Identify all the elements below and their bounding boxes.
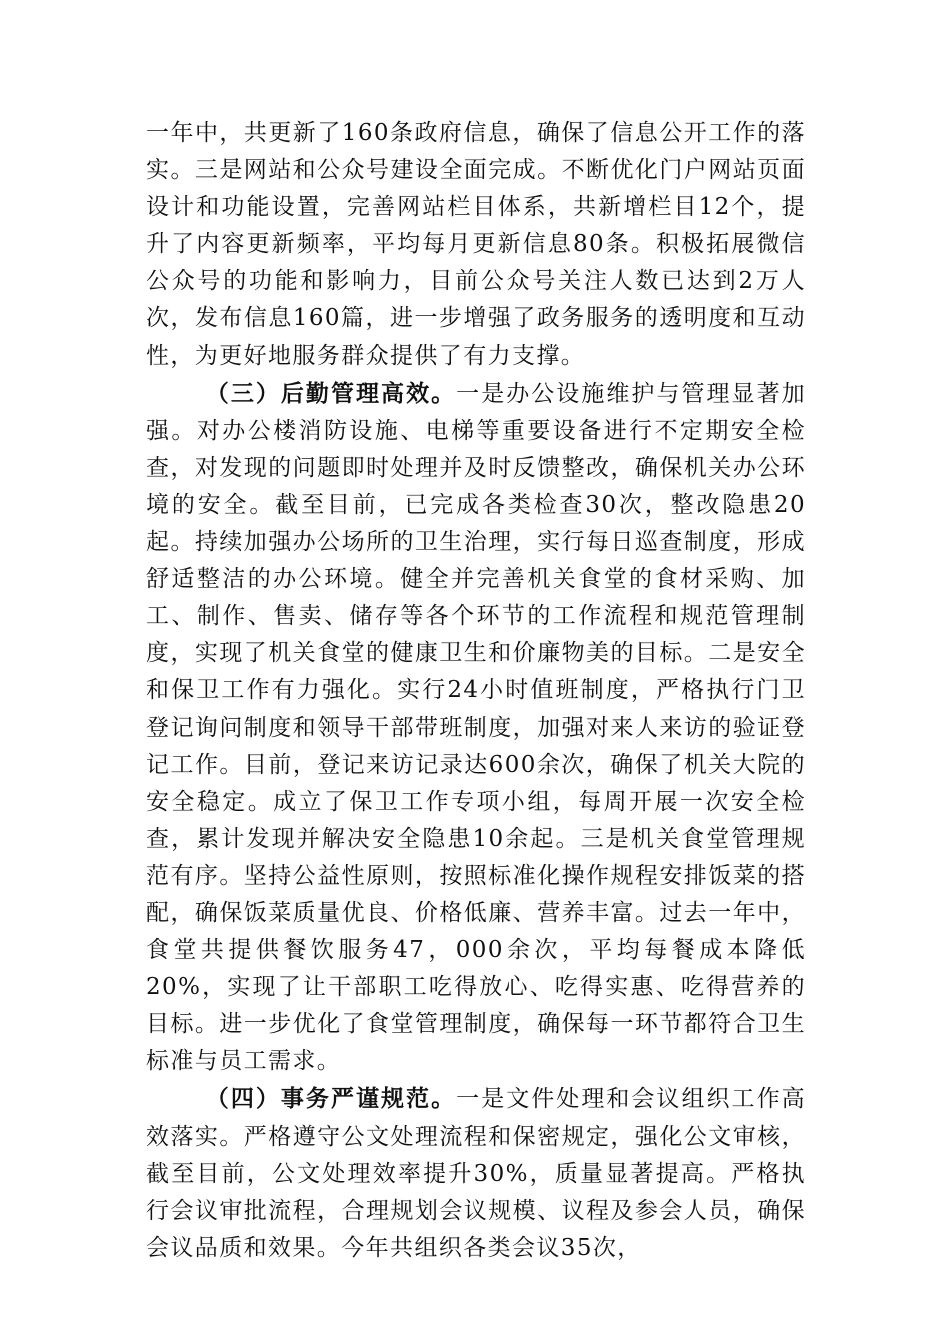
paragraph-2-text: 一是办公设施维护与管理显著加强。对办公楼消防设施、电梯等重要设备进行不定期安全检查，对发现的问题即时处理并及时反馈整改，确保机关办公环境的安全。截至目前，已完成各类检查30次，整改隐患20起。持续加强办公场所的卫生治理，实行每日巡查制度，形成舒适整洁的办公环境。健全并完善机关食堂的食材采购、加工、制作、售卖、储存等各个环节的工作流程和规范管理制度，实现了机关食堂的健康卫生和价廉物美的目标。二是安全和保卫工作有力强化。实行24小时值班制度，严格执行门卫登记询问制度和领导干部带班制度，加强对来人来访的验证登记工作。目前，登记来访记录达600余次，确保了机关大院的安全稳定。成立了保卫工作专项小组，每周开展一次安全检查，累计发现并解决安全隐患10余起。三是机关食堂管理规范有序。坚持公益性原则，按照标准化操作规程安排饭菜的搭配，确保饭菜质量优良、价格低廉、营养丰富。过去一年中，食堂共提供餐饮服务47，000余次，平均每餐成本降低20%，实现了让干部职工吃得放心、吃得实惠、吃得营养的目标。进一步优化了食堂管理制度，确保每一环节都符合卫生标准与员工需求。 — [146, 380, 807, 1075]
paragraph-2 — [146, 375, 806, 1081]
paragraph-3 — [146, 1080, 806, 1266]
document-body — [146, 114, 806, 1267]
paragraph-1-text: 一年中，共更新了160条政府信息，确保了信息公开工作的落实。三是网站和公众号建设全面完成。不断优化门户网站页面设计和功能设置，完善网站栏目体系，共新增栏目12个，提升了内容更新频率，平均每月更新信息80条。积极拓展微信公众号的功能和影响力，目前公众号关注人数已达到2万人次，发布信息160篇，进一步增强了政务服务的透明度和互动性，为更好地服务群众提供了有力支撑。 — [146, 120, 806, 369]
paragraph-3-heading: （四）事务严谨规范。 — [205, 1085, 457, 1113]
paragraph-3-text: 一是文件处理和会议组织工作高效落实。严格遵守公文处理流程和保密规定，强化公文审核，截至目前，公文处理效率提升30%，质量显著提高。严格执行会议审批流程，合理规划会议规模、议程及参会人员，确保会议品质和效果。今年共组织各类会议35次， — [146, 1086, 807, 1261]
paragraph-1 — [146, 114, 806, 375]
paragraph-2-heading: （三）后勤管理高效。 — [205, 379, 457, 407]
